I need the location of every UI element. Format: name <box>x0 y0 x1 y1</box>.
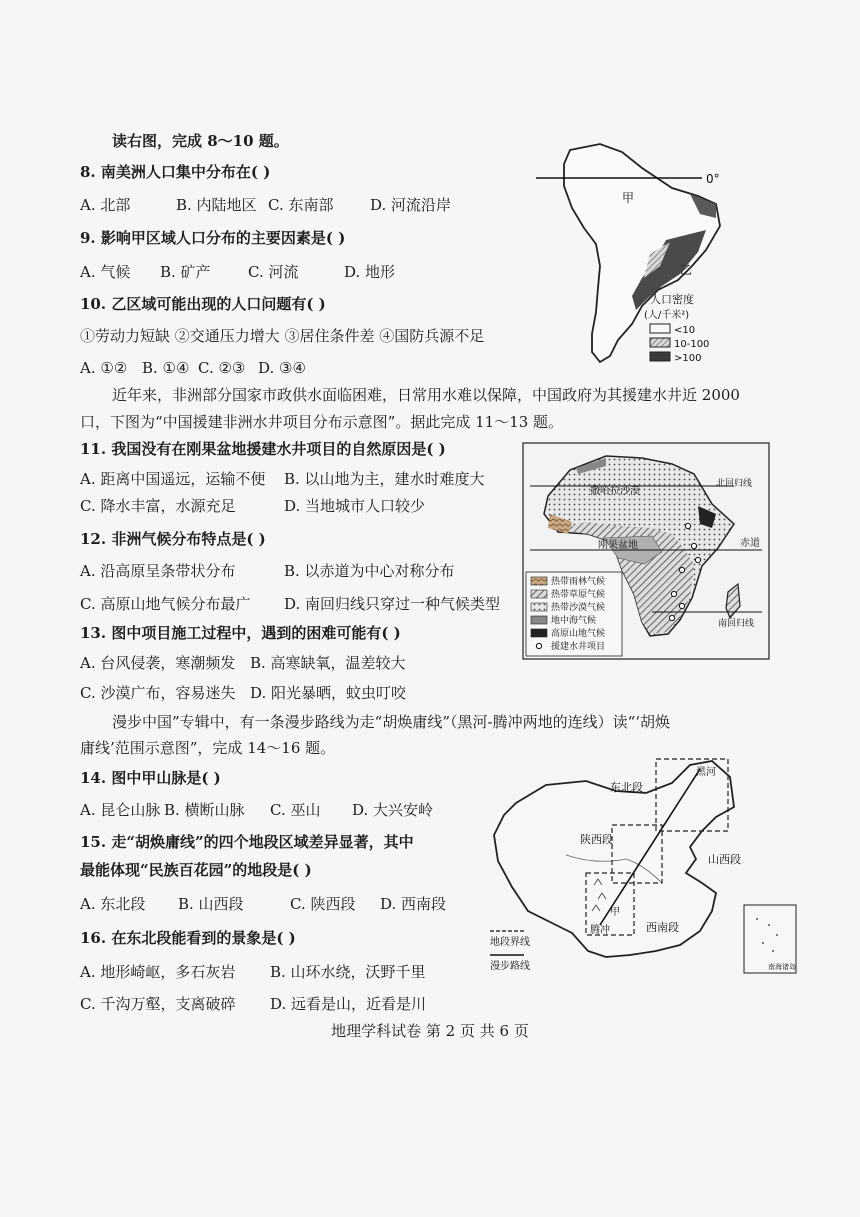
section1-intro: 读右图，完成 8～10 题。 <box>112 132 289 150</box>
q16-option-d: D. 远看是山，近看是川 <box>270 995 427 1013</box>
q15-stem-2: 最能体现“民族百花园”的地段是( ) <box>80 861 312 879</box>
equator-label: 0° <box>706 172 720 186</box>
congo-label: 刚果盆地 <box>598 540 638 551</box>
q11-option-b: B. 以山地为主，建水时难度大 <box>284 470 485 488</box>
q10-option-c: C. ②③ <box>198 359 246 377</box>
q14-option-a: A. 昆仑山脉 <box>80 801 161 819</box>
q9-option-a: A. 气候 <box>80 263 131 281</box>
q15-option-c: C. 陕西段 <box>290 895 356 913</box>
region-jia-label: 甲 <box>622 191 635 205</box>
legend-label-rainforest: 热带雨林气候 <box>551 577 606 587</box>
q8-stem: 8. 南美洲人口集中分布在( ) <box>80 163 271 181</box>
q13-option-a: A. 台风侵袭，寒潮频发 <box>80 654 236 672</box>
q8-option-d: D. 河流沿岸 <box>370 196 452 214</box>
tropic-south-label: 南回归线 <box>718 619 755 629</box>
tropic-north-label: 北回归线 <box>716 479 753 489</box>
q16-option-b: B. 山环水绕，沃野千里 <box>270 963 426 981</box>
q16-option-a: A. 地形崎岖，多石灰岩 <box>80 963 236 981</box>
legend-label-mediterranean: 地中海气候 <box>551 616 597 626</box>
shaanxi-label: 陕西段 <box>580 833 613 846</box>
q12-option-c: C. 高原山地气候分布最广 <box>80 595 251 613</box>
region-yi-label: 乙 <box>680 263 693 277</box>
q9-stem: 9. 影响甲区域人口分布的主要因素是( ) <box>80 229 346 247</box>
q11-option-a: A. 距离中国遥远，运输不便 <box>80 470 266 488</box>
q9-option-b: B. 矿产 <box>160 263 211 281</box>
legend-swatch-highland <box>531 629 547 637</box>
well-project-marker <box>685 523 690 528</box>
equator-label-africa: 赤道 <box>740 538 760 549</box>
legend-swatch-savanna <box>531 590 547 598</box>
q14-option-d: D. 大兴安岭 <box>352 801 434 819</box>
q10-option-a: A. ①② <box>80 359 128 377</box>
q10-option-d: D. ③④ <box>258 359 306 377</box>
section3-intro-1: 漫步中国”专辑中，有一条漫步路线为走“胡焕庸线”（黑河-腾冲两地的连线）读“‘胡焕 <box>112 713 671 731</box>
q9-option-c: C. 河流 <box>248 263 299 281</box>
legend-swatch-mediterranean <box>531 616 547 624</box>
legend-label-low: <10 <box>674 325 696 336</box>
legend-boundary-label: 地段界线 <box>490 937 530 948</box>
legend-title-1: 人口密度 <box>650 293 694 306</box>
legend-label-desert: 热带沙漠气候 <box>551 603 606 613</box>
q12-option-a: A. 沿高原呈条带状分布 <box>80 562 236 580</box>
sahara-label: 撒哈拉沙漠 <box>590 486 640 497</box>
southwest-label: 西南段 <box>646 921 679 934</box>
q8-option-b: B. 内陆地区 <box>176 196 257 214</box>
legend-swatch-mid <box>650 338 670 347</box>
tengchong-label: 腾冲 <box>590 925 610 936</box>
q14-stem: 14. 图中甲山脉是( ) <box>80 769 221 787</box>
legend-label-mid: 10-100 <box>674 339 710 350</box>
legend-route-label: 漫步路线 <box>490 961 530 972</box>
q8-option-a: A. 北部 <box>80 196 131 214</box>
northeast-label: 东北段 <box>610 781 643 794</box>
q9-option-d: D. 地形 <box>344 263 396 281</box>
q10-option-b: B. ①④ <box>142 359 190 377</box>
section2-intro-1: 近年来，非洲部分国家市政供水面临困难，日常用水难以保障，中国政府为其援建水井近 2000 <box>112 386 740 404</box>
well-project-marker <box>691 543 696 548</box>
well-project-marker <box>695 557 700 562</box>
q13-option-d: D. 阳光暴晒，蚊虫叮咬 <box>250 684 407 702</box>
q16-stem: 16. 在东北段能看到的景象是( ) <box>80 929 296 947</box>
q11-stem: 11. 我国没有在刚果盆地援建水井项目的自然原因是( ) <box>80 440 446 458</box>
legend-swatch-low <box>650 324 670 333</box>
q12-option-d: D. 南回归线只穿过一种气候类型 <box>284 595 501 613</box>
well-project-marker <box>669 615 674 620</box>
legend-title-2: (人/千米²) <box>644 310 690 321</box>
q11-option-c: C. 降水丰富，水源充足 <box>80 497 236 515</box>
q13-option-c: C. 沙漠广布，容易迷失 <box>80 684 236 702</box>
q12-option-b: B. 以赤道为中心对称分布 <box>284 562 455 580</box>
page-footer: 地理学科试卷 第 2 页 共 6 页 <box>331 1022 529 1040</box>
q10-items: ①劳动力短缺 ②交通压力增大 ③居住条件差 ④国防兵源不足 <box>80 327 485 345</box>
heihe-label: 黑河 <box>696 767 716 778</box>
q15-option-a: A. 东北段 <box>80 895 146 913</box>
legend-well-icon <box>536 643 541 648</box>
jia-label: 甲 <box>610 907 620 918</box>
q15-option-b: B. 山西段 <box>178 895 244 913</box>
q11-option-d: D. 当地城市人口较少 <box>284 497 426 515</box>
q15-option-d: D. 西南段 <box>380 895 447 913</box>
q13-stem: 13. 图中项目施工过程中，遇到的困难可能有( ) <box>80 624 401 642</box>
well-project-marker <box>679 567 684 572</box>
well-project-marker <box>671 591 676 596</box>
q13-option-b: B. 高寒缺氧，温差较大 <box>250 654 406 672</box>
q14-option-c: C. 巫山 <box>270 801 321 819</box>
legend-label-savanna: 热带草原气候 <box>551 590 606 600</box>
shanxi-label: 山西段 <box>708 853 741 866</box>
q15-stem-1: 15. 走“胡焕庸线”的四个地段区域差异显著，其中 <box>80 833 414 851</box>
hu-line-china-map <box>476 755 810 987</box>
q8-option-c: C. 东南部 <box>268 196 334 214</box>
south-america-population-map <box>530 138 740 370</box>
well-project-marker <box>679 603 684 608</box>
legend-swatch-desert <box>531 603 547 611</box>
africa-climate-map <box>522 442 770 660</box>
q10-stem: 10. 乙区域可能出现的人口问题有( ) <box>80 295 326 313</box>
legend-swatch-rainforest <box>531 577 547 585</box>
inset-label: 南海诸岛 <box>768 963 796 971</box>
legend-label-highland: 高原山地气候 <box>551 629 606 639</box>
legend-label-high: >100 <box>674 353 702 364</box>
q14-option-b: B. 横断山脉 <box>164 801 245 819</box>
section3-intro-2: 庸线’范围示意图”，完成 14～16 题。 <box>80 739 336 757</box>
q12-stem: 12. 非洲气候分布特点是( ) <box>80 530 266 548</box>
q16-option-c: C. 千沟万壑，支离破碎 <box>80 995 236 1013</box>
section2-intro-2: 口，下图为“中国援建非洲水井项目分布示意图”。据此完成 11～13 题。 <box>80 413 564 431</box>
legend-swatch-high <box>650 352 670 361</box>
legend-label-well: 援建水井项目 <box>551 642 606 652</box>
